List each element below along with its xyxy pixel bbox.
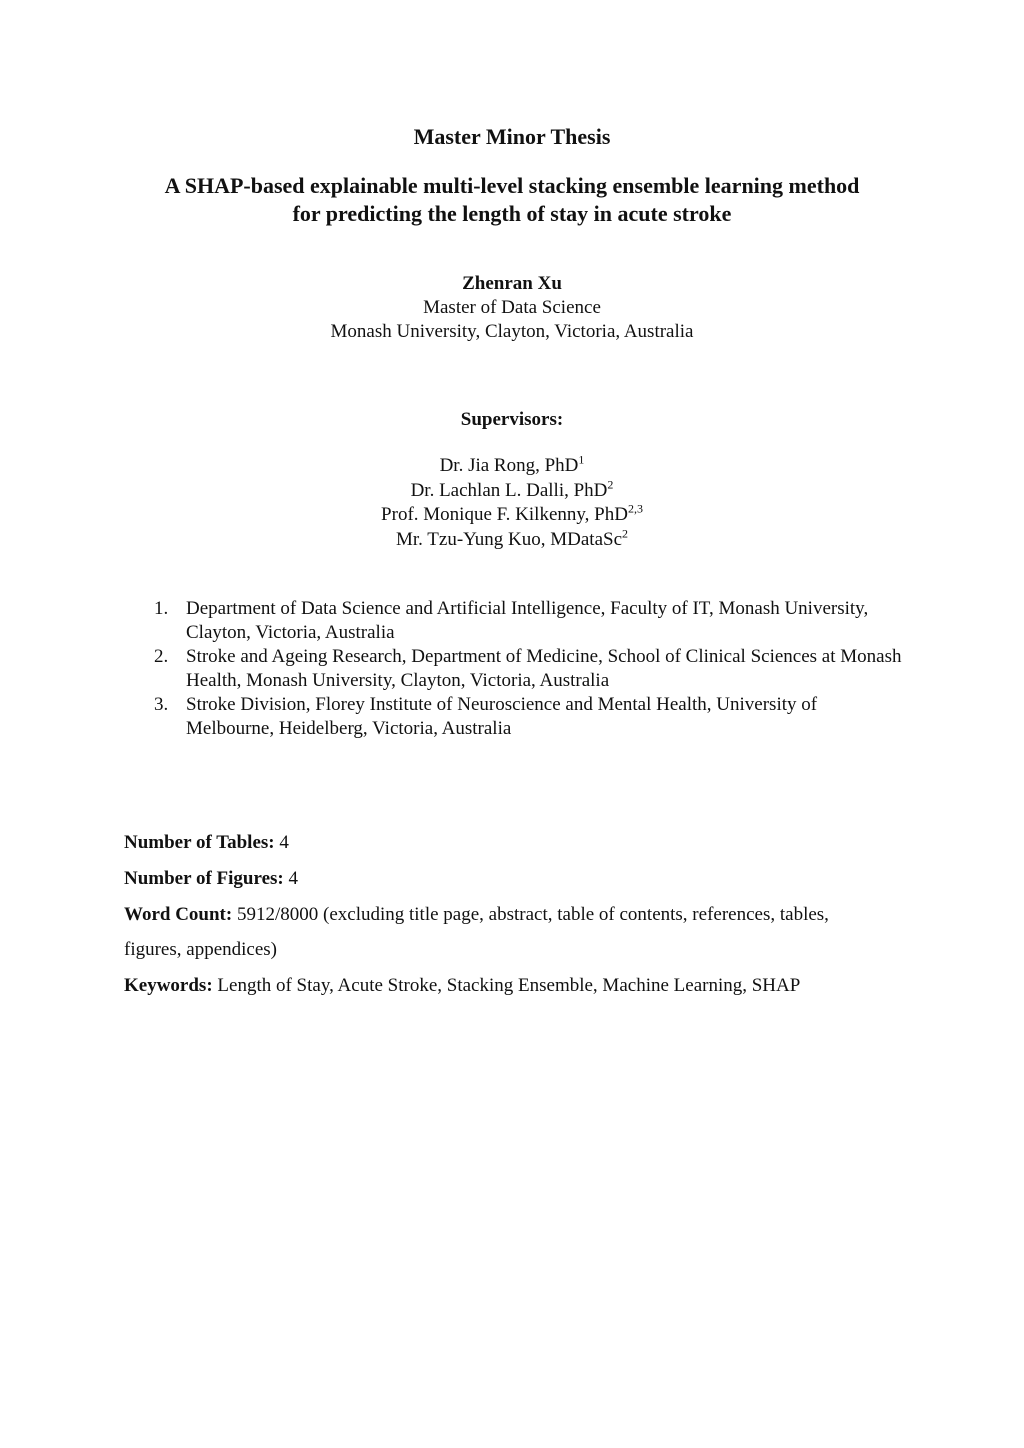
affiliation-number: 2. <box>154 646 169 667</box>
affiliation-item <box>146 645 906 693</box>
supervisor-item <box>0 528 1024 553</box>
supervisor-item <box>0 503 1024 528</box>
figures-label: Number of Figures: <box>124 868 284 889</box>
thesis-title <box>0 172 1024 228</box>
word-count-continued: figures, appendices) <box>124 939 277 960</box>
affiliation-text: Department of Data Science and Artificial Intelligence, Faculty of IT, Monash University, Clayton, Victoria, Australia <box>186 598 869 643</box>
figures-value: 4 <box>283 868 298 889</box>
figures-count <box>124 867 924 891</box>
author-name: Zhenran Xu <box>462 273 562 294</box>
supervisor-affil: 2 <box>607 477 614 492</box>
affiliation-item <box>146 693 906 741</box>
supervisor-name: Dr. Lachlan L. Dalli, PhD <box>410 479 608 501</box>
author-institution: Monash University, Clayton, Victoria, Australia <box>330 321 694 342</box>
supervisor-name: Mr. Tzu-Yung Kuo, MDataSc <box>395 528 623 550</box>
tables-label: Number of Tables: <box>124 832 275 853</box>
supervisor-item <box>0 454 1024 479</box>
author-degree: Master of Data Science <box>423 297 601 318</box>
keywords-label: Keywords: <box>124 975 213 996</box>
supervisor-name: Prof. Monique F. Kilkenny, PhD <box>381 504 628 525</box>
affiliation-text: Stroke and Ageing Research, Department of Medicine, School of Clinical Sciences at Monash Health, Monash University, Clayton, Victoria, Australia <box>186 646 902 691</box>
keywords <box>124 974 924 998</box>
tables-count <box>124 831 924 855</box>
keywords-value: Length of Stay, Acute Stroke, Stacking Ensemble, Machine Learning, SHAP <box>212 975 801 996</box>
supervisor-name: Dr. Jia Rong, PhD <box>439 455 579 476</box>
affiliation-list <box>146 597 906 741</box>
supervisor-list <box>0 454 1024 552</box>
supervisor-affil: 2,3 <box>627 501 643 516</box>
affiliation-number: 1. <box>154 598 169 619</box>
affiliation-item <box>146 597 906 645</box>
document-type: Master Minor Thesis <box>413 124 611 149</box>
supervisor-item <box>0 479 1024 504</box>
affiliation-number: 3. <box>154 694 169 715</box>
title-line-1: A SHAP-based explainable multi-level stacking ensemble learning method <box>164 173 860 198</box>
wordcount-value: 5912/8000 (excluding title page, abstract, table of contents, references, tables, <box>232 904 829 925</box>
supervisor-affil: 2 <box>622 526 629 541</box>
tables-value: 4 <box>274 832 289 853</box>
wordcount-label: Word Count: <box>124 904 233 925</box>
title-line-2: for predicting the length of stay in acute stroke <box>292 201 732 226</box>
supervisor-affil: 1 <box>578 452 585 467</box>
affiliation-text: Stroke Division, Florey Institute of Neuroscience and Mental Health, University of Melbourne, Heidelberg, Victoria, Australia <box>186 694 818 739</box>
supervisors-heading: Supervisors: <box>460 409 564 430</box>
word-count <box>124 903 924 927</box>
